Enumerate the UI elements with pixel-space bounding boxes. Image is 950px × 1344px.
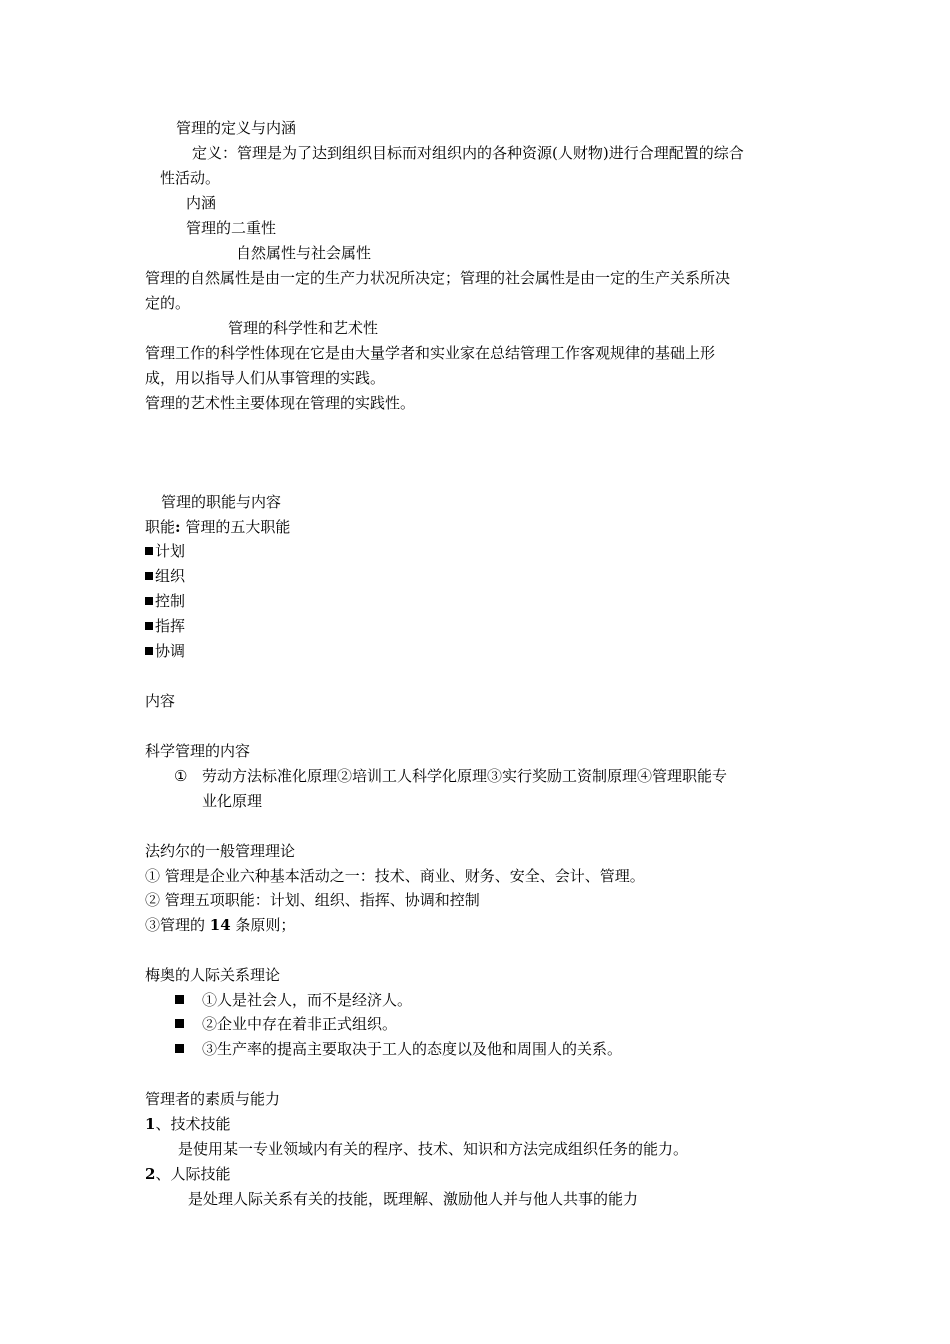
skill-1-number: 1 xyxy=(145,1115,156,1133)
subheading-connotation: 内涵 xyxy=(186,194,217,212)
scientific-line-2: 业化原理 xyxy=(202,792,263,810)
skill-1-description: 是使用某一专业领域内有关的程序、技术、知识和方法完成组织任务的能力。 xyxy=(178,1140,689,1158)
mayo-item-1: ①人是社会人，而不是经济人。 xyxy=(202,991,413,1009)
scientific-line-1: 劳动方法标准化原理②培训工人科学化原理③实行奖励工资制原理④管理职能专 xyxy=(202,767,728,785)
fayol-item-1: ① 管理是企业六种基本活动之一：技术、商业、财务、安全、会计、管理。 xyxy=(145,867,645,885)
function-item xyxy=(145,641,185,661)
scientific-marker: ① xyxy=(174,767,188,785)
square-bullet-icon xyxy=(175,1019,184,1028)
square-bullet-icon xyxy=(145,547,153,555)
function-item-label: 组织 xyxy=(155,567,186,585)
functions-label-colon: : xyxy=(175,518,181,536)
function-item xyxy=(145,616,185,636)
square-bullet-icon xyxy=(145,597,153,605)
fayol-item-3 xyxy=(145,915,295,935)
function-item-label: 计划 xyxy=(155,542,186,560)
heading-functions: 管理的职能与内容 xyxy=(161,493,282,511)
fayol-item-3-post: 条原则； xyxy=(230,916,296,934)
heading-definition: 管理的定义与内涵 xyxy=(176,119,297,137)
skill-2-heading xyxy=(145,1164,230,1184)
natural-social-text-1: 管理的自然属性是由一定的生产力状况所决定；管理的社会属性是由一定的生产关系所决 xyxy=(145,269,731,287)
heading-fayol: 法约尔的一般管理理论 xyxy=(145,842,296,860)
square-bullet-icon xyxy=(175,995,184,1004)
heading-scientific-management: 科学管理的内容 xyxy=(145,742,251,760)
science-text-2: 成，用以指导人们从事管理的实践。 xyxy=(145,369,386,387)
natural-social-text-2: 定的。 xyxy=(145,294,191,312)
functions-label xyxy=(145,517,290,537)
skill-1-label: 、技术技能 xyxy=(155,1115,231,1133)
heading-qualities: 管理者的素质与能力 xyxy=(145,1090,281,1108)
square-bullet-icon xyxy=(175,1044,184,1053)
function-item-label: 指挥 xyxy=(155,617,186,635)
art-text: 管理的艺术性主要体现在管理的实践性。 xyxy=(145,394,416,412)
fayol-item-2: ② 管理五项职能：计划、组织、指挥、协调和控制 xyxy=(145,891,480,909)
function-item xyxy=(145,541,185,561)
fayol-item-3-num: 14 xyxy=(209,916,231,934)
function-item-label: 控制 xyxy=(155,592,186,610)
skill-2-number: 2 xyxy=(145,1165,156,1183)
definition-line-2: 性活动。 xyxy=(160,169,221,187)
definition-line-1: 定义：管理是为了达到组织目标而对组织内的各种资源(人财物)进行合理配置的综合 xyxy=(192,144,744,162)
square-bullet-icon xyxy=(145,622,153,630)
skill-2-label: 、人际技能 xyxy=(155,1165,231,1183)
heading-mayo: 梅奥的人际关系理论 xyxy=(145,966,281,984)
square-bullet-icon xyxy=(145,572,153,580)
function-item-label: 协调 xyxy=(155,642,186,660)
function-item xyxy=(145,566,185,586)
functions-label-prefix: 职能 xyxy=(145,518,176,536)
functions-label-rest: 管理的五大职能 xyxy=(180,518,291,536)
subheading-natural-social: 自然属性与社会属性 xyxy=(236,244,372,262)
square-bullet-icon xyxy=(145,647,153,655)
mayo-item-3: ③生产率的提高主要取决于工人的态度以及他和周围人的关系。 xyxy=(202,1040,623,1058)
subheading-science-art: 管理的科学性和艺术性 xyxy=(228,319,379,337)
skill-2-description: 是处理人际关系有关的技能，既理解、激励他人并与他人共事的能力 xyxy=(188,1190,639,1208)
science-text-1: 管理工作的科学性体现在它是由大量学者和实业家在总结管理工作客观规律的基础上形 xyxy=(145,344,716,362)
subheading-duality: 管理的二重性 xyxy=(186,219,277,237)
skill-1-heading xyxy=(145,1114,230,1134)
subheading-content: 内容 xyxy=(145,692,176,710)
mayo-item-2: ②企业中存在着非正式组织。 xyxy=(202,1015,398,1033)
fayol-item-3-pre: ③管理的 xyxy=(145,916,210,934)
function-item xyxy=(145,591,185,611)
